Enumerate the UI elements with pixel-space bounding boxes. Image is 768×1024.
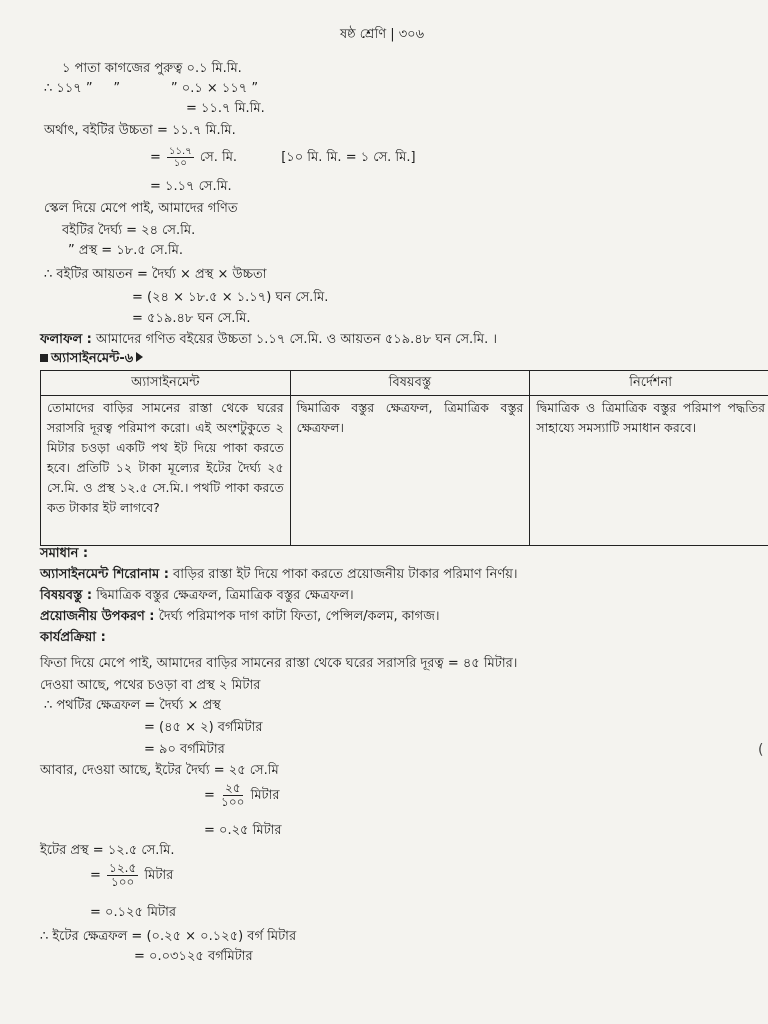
solution-fraction-line [204,782,280,810]
solution-line [40,566,518,583]
denominator: ১০০ [221,795,245,809]
solution-line: ইটের প্রস্থ = ১২.৫ সে.মি. [40,843,175,858]
calc-line: = (২৪ × ১৮.৫ × ১.১৭) ঘন সে.মি. [132,290,329,305]
triangle-arrow-icon [136,352,143,362]
solution-line: দেওয়া আছে, পথের চওড়া বা প্রস্থ ২ মিটার [40,678,261,693]
assignment-heading [40,350,143,367]
fraction [167,146,194,169]
fraction [221,782,244,809]
calc-line: = ১.১৭ সে.মি. [150,179,232,194]
table-cell: দ্বিমাত্রিক বস্তুর ক্ষেত্রফল, ত্রিমাত্রিক বস্তুর ক্ষেত্রফল। [290,396,530,546]
table-cell: দ্বিমাত্রিক ও ত্রিমাত্রিক বস্তুর পরিমাপ পদ্ধতির সাহায্যে সমস্যাটি সমাধান করবে। [530,396,768,546]
calc-line-part: ∴ ১১৭ ” [44,81,93,96]
calc-line: = ৫১৯.৪৮ ঘন সে.মি. [132,311,251,326]
calc-line: বইটির দৈর্ঘ্য = ২৪ সে.মি. [62,223,196,238]
result-label: ফলাফল : [40,332,92,347]
solution-text: দৈর্ঘ্য পরিমাপক দাগ কাটা ফিতা, পেন্সিল/কলম, কাগজ। [158,609,440,624]
page-edge-mark: ( [758,742,764,758]
equals-sign: = [90,868,101,883]
calc-line: ১ পাতা কাগজের পুরুত্ব ০.১ মি.মি. [62,61,242,76]
result-text: আমাদের গণিত বইয়ের উচ্চতা ১.১৭ সে.মি. ও আয়তন ৫১৯.৪৮ ঘন সে.মি. । [96,332,498,347]
table-cell: তোমাদের বাড়ির সামনের রাস্তা থেকে ঘরের সরাসরি দূরত্ব পরিমাপ করো। এই অংশটুকুতে ২ মিটার চওড়া একটি পথ ইট দিয়ে পাকা করতে হবে। প্রতিটি ১২ টাকা মূল্যের ইটের দৈর্ঘ্য ২৫ সে.মি. ও প্রস্থ ১২.৫ সে.মি.। পথটি পাকা করতে কত টাকার ইট লাগবে? [41,396,291,546]
solution-line: ফিতা দিয়ে মেপে পাই, আমাদের বাড়ির সামনের রাস্তা থেকে ঘরের সরাসরি দূরত্ব = ৪৫ মিটার। [40,656,518,671]
table-header-cell: অ্যাসাইনমেন্ট [41,371,291,396]
page-header: ষষ্ঠ শ্রেণি | ৩০৬ [340,27,425,42]
table-header-cell: নির্দেশনা [530,371,768,396]
calc-line: = ১১.৭ মি.মি. [186,101,265,116]
unit: মিটার [250,788,280,803]
calc-line [44,80,258,97]
solution-line: আবার, দেওয়া আছে, ইটের দৈর্ঘ্য = ২৫ সে.মি [40,763,279,778]
solution-line: ∴ পথটির ক্ষেত্রফল = দৈর্ঘ্য × প্রস্থ [44,698,221,713]
solution-title: সমাধান : [40,546,89,561]
numerator: ১১.৭ [169,146,192,157]
solution-line: = ০.১২৫ মিটার [90,905,177,920]
table-row [41,396,768,546]
solution-line: = ০.০৩১২৫ বর্গমিটার [134,949,253,964]
solution-line: = ৯০ বর্গমিটার [144,742,225,757]
solution-line [40,587,354,604]
solution-text: দ্বিমাত্রিক বস্তুর ক্ষেত্রফল, ত্রিমাত্রিক বস্তুর ক্ষেত্রফল। [96,588,354,603]
calc-line-part: ” ০.১ × ১১৭ ” [170,81,259,96]
square-bullet-icon [40,354,48,362]
assignment-heading-text: অ্যাসাইনমেন্ট-৬ [51,351,134,366]
solution-fraction-line [90,862,173,890]
calc-line: ∴ বইটির আয়তন = দৈর্ঘ্য × প্রস্থ × উচ্চতা [44,267,267,282]
unit: সে. মি. [199,150,238,165]
denominator: ১০০ [110,875,135,889]
calc-fraction-line [150,146,416,170]
calc-line: স্কেল দিয়ে মেপে পাই, আমাদের গণিত [44,201,238,216]
solution-line: = (৪৫ × ২) বর্গমিটার [144,720,263,735]
solution-label: প্রয়োজনীয় উপকরণ : [40,609,155,624]
solution-line: ∴ ইটের ক্ষেত্রফল = (০.২৫ × ০.১২৫) বর্গ মিটার [40,929,297,944]
unit-note: [১০ মি. মি. = ১ সে. মি.] [281,150,416,165]
solution-label: বিষয়বস্তু : [40,588,93,603]
unit: মিটার [144,868,174,883]
solution-line: = ০.২৫ মিটার [204,823,282,838]
solution-text: বাড়ির রাস্তা ইট দিয়ে পাকা করতে প্রয়োজনীয় টাকার পরিমাণ নির্ণয়। [173,567,518,582]
calc-line: ” প্রস্থ = ১৮.৫ সে.মি. [68,243,183,258]
table-header-cell: বিষয়বস্তু [290,371,530,396]
numerator: ১২.৫ [109,861,137,875]
solution-label: অ্যাসাইনমেন্ট শিরোনাম : [40,567,169,582]
numerator: ২৫ [224,781,241,795]
table-header-row [41,371,768,396]
calc-line: অর্থাৎ, বইটির উচ্চতা = ১১.৭ মি.মি. [44,123,236,138]
ditto-mark: ” [113,81,121,96]
equals-sign: = [150,150,161,165]
denominator: ১০ [173,158,187,169]
solution-line [40,608,439,625]
assignment-table [40,370,768,546]
process-label: কার্যপ্রক্রিয়া : [40,630,106,645]
result-line [40,331,497,348]
equals-sign: = [204,788,215,803]
fraction [107,862,138,889]
